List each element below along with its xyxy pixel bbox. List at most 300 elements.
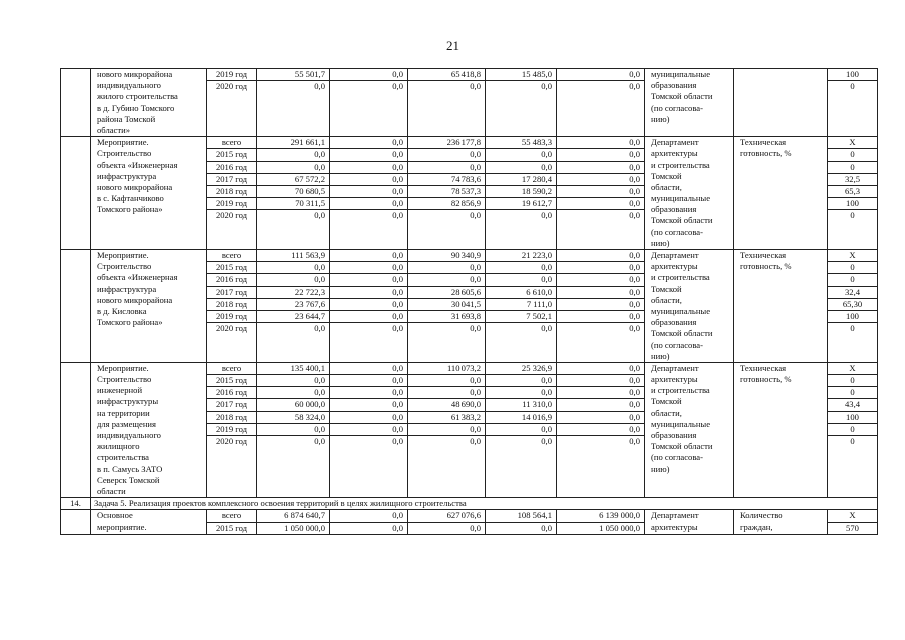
indicator-values-line: X [849, 250, 856, 260]
indicator-name [734, 362, 828, 497]
col-federal [330, 69, 408, 137]
col-federal-line: 0,0 [330, 411, 407, 423]
col-extra-line: 0,0 [557, 423, 644, 435]
col-extra-line: 0,0 [557, 173, 644, 185]
responsible-executor-line: муниципальные [651, 418, 711, 429]
responsible-executor-line: и строительства [651, 272, 710, 283]
col-extra-line: 1 050 000,0 [557, 522, 644, 534]
col-federal-line: 0,0 [330, 80, 407, 92]
col-extra-line: 0,0 [557, 435, 644, 447]
measure-description-line: района Томской [97, 113, 156, 124]
col-regional-line: 48 690,0 [408, 398, 485, 410]
col-total-line: 23 767,6 [257, 298, 329, 310]
col-year-line: 2019 год [215, 69, 248, 79]
measure-description-line: Мероприятие. [97, 250, 149, 260]
col-year-line: всего [221, 362, 242, 373]
indicator-name-line: готовность, % [740, 148, 792, 159]
col-total-line: 0,0 [257, 209, 329, 221]
col-local-line: 6 610,0 [486, 286, 556, 298]
col-total-line: 1 050 000,0 [257, 522, 329, 534]
col-year-line: 2019 год [207, 310, 256, 322]
col-local-line: 14 016,9 [486, 411, 556, 423]
col-federal-line: 0,0 [392, 69, 403, 79]
indicator-values-line: 0 [828, 209, 877, 221]
responsible-executor-line: нию) [651, 463, 670, 474]
responsible-executor-line: нию) [651, 237, 670, 248]
responsible-executor-line: архитектуры [651, 374, 698, 385]
col-federal [330, 362, 408, 497]
indicator-values-line: 0 [828, 423, 877, 435]
col-regional-line: 30 041,5 [408, 298, 485, 310]
col-regional-line: 0,0 [408, 423, 485, 435]
responsible-executor-line: (по согласова- [651, 102, 703, 113]
col-total-line: 70 311,5 [257, 197, 329, 209]
col-year-line: 2018 год [207, 298, 256, 310]
col-total [257, 250, 330, 363]
col-total-line: 6 874 640,7 [284, 510, 325, 521]
page-number: 21 [446, 38, 459, 53]
col-year-line: 2016 год [207, 386, 256, 398]
col-federal-line: 0,0 [330, 261, 407, 273]
col-year-line: 2016 год [207, 273, 256, 285]
col-year [207, 362, 257, 497]
col-federal-line: 0,0 [392, 250, 403, 260]
col-total-line: 0,0 [257, 161, 329, 173]
col-extra-line: 0,0 [557, 161, 644, 173]
responsible-executor-line: области, [651, 181, 682, 192]
col-local-line: 19 612,7 [486, 197, 556, 209]
col-year-line: 2017 год [207, 398, 256, 410]
col-local-line: 0,0 [486, 322, 556, 334]
col-total-line: 0,0 [257, 386, 329, 398]
responsible-executor-line: нию) [651, 350, 670, 361]
col-local-line: 0,0 [486, 209, 556, 221]
col-federal-line: 0,0 [330, 209, 407, 221]
responsible-executor [645, 69, 734, 137]
col-regional-line: 65 418,8 [450, 69, 481, 79]
responsible-executor-line: и строительства [651, 385, 710, 396]
responsible-executor-line: Томской области [651, 441, 713, 452]
col-local-line: 21 223,0 [521, 250, 552, 260]
col-regional [408, 69, 486, 137]
col-total-line: 60 000,0 [257, 398, 329, 410]
measure-description-line: Мероприятие. [97, 362, 149, 373]
col-total-line: 58 324,0 [257, 411, 329, 423]
col-extra-line: 0,0 [557, 411, 644, 423]
col-local-line: 0,0 [486, 374, 556, 386]
measure-description [91, 69, 207, 137]
col-regional-line: 61 383,2 [408, 411, 485, 423]
col-regional-line: 0,0 [408, 386, 485, 398]
col-regional-line: 627 076,6 [446, 510, 481, 521]
measure-description-line: инфраструктура [97, 283, 157, 294]
col-year-line: 2015 год [207, 374, 256, 386]
measure-description-line: Северск Томской [97, 474, 160, 485]
col-year-line: 2019 год [207, 197, 256, 209]
col-extra-line: 0,0 [557, 209, 644, 221]
col-extra [557, 69, 645, 137]
col-local [486, 250, 557, 363]
col-local-line: 11 310,0 [486, 398, 556, 410]
col-extra-line: 0,0 [557, 286, 644, 298]
indicator-name-line: граждан, [740, 521, 773, 532]
col-regional-line: 0,0 [408, 261, 485, 273]
responsible-executor-line: муниципальные [651, 193, 711, 204]
col-local-line: 0,0 [486, 148, 556, 160]
col-local-line: 7 111,0 [486, 298, 556, 310]
col-extra-line: 6 139 000,0 [599, 510, 640, 521]
measure-description-line: объекта «Инженерная [97, 159, 178, 170]
col-federal-line: 0,0 [330, 286, 407, 298]
col-total [257, 69, 330, 137]
responsible-executor [645, 250, 734, 363]
indicator-values-line: 0 [828, 386, 877, 398]
col-total-line: 291 661,1 [290, 137, 325, 148]
col-regional-line: 31 693,8 [408, 310, 485, 322]
col-local [486, 362, 557, 497]
col-extra-line: 0,0 [557, 273, 644, 285]
responsible-executor-line: муниципальные [651, 69, 711, 79]
col-extra-line: 0,0 [629, 137, 640, 148]
indicator-values-line: 100 [846, 69, 859, 79]
col-federal-line: 0,0 [330, 522, 407, 534]
row-number-cell [61, 137, 91, 250]
col-federal-line: 0,0 [330, 185, 407, 197]
col-year-line: всего [221, 250, 242, 260]
col-total [257, 510, 330, 534]
col-total-line: 0,0 [257, 435, 329, 447]
col-federal-line: 0,0 [330, 423, 407, 435]
col-local-line: 25 326,9 [521, 362, 552, 373]
col-extra-line: 0,0 [629, 362, 640, 373]
measure-description-line: индивидуального [97, 80, 161, 91]
measure-description-line: Основное [97, 510, 133, 521]
col-local [486, 510, 557, 534]
measure-description-line: нового микрорайона [97, 69, 173, 79]
row-number-cell [61, 69, 91, 137]
col-regional [408, 510, 486, 534]
col-year-line: 2020 год [207, 322, 256, 334]
responsible-executor [645, 510, 734, 534]
col-federal-line: 0,0 [330, 322, 407, 334]
col-regional-line: 28 605,6 [408, 286, 485, 298]
col-extra-line: 0,0 [629, 250, 640, 260]
indicator-values-line: 570 [828, 522, 877, 534]
table-body [61, 69, 878, 535]
responsible-executor-line: (по согласова- [651, 452, 703, 463]
measure-description-line: жилищного [97, 441, 140, 452]
col-regional-line: 0,0 [408, 322, 485, 334]
col-federal [330, 510, 408, 534]
indicator-values-line: X [849, 362, 856, 373]
col-local-line: 0,0 [486, 522, 556, 534]
measure-description-line: в п. Самусь ЗАТО [97, 463, 163, 474]
col-extra-line: 0,0 [557, 148, 644, 160]
col-total-line: 0,0 [257, 273, 329, 285]
indicator-values-line: 43,4 [828, 398, 877, 410]
measure-description-line: Мероприятие. [97, 137, 149, 148]
indicator-name [734, 250, 828, 363]
col-year [207, 250, 257, 363]
measure-description [91, 510, 207, 534]
indicator-values [828, 69, 878, 137]
table-row [61, 362, 878, 497]
measure-description-line: нового микрорайона [97, 181, 173, 192]
col-federal-line: 0,0 [330, 398, 407, 410]
measure-description-line: области [97, 485, 126, 496]
table-row [61, 137, 878, 250]
col-regional [408, 362, 486, 497]
col-extra-line: 0,0 [557, 185, 644, 197]
col-regional [408, 137, 486, 250]
col-regional-line: 0,0 [408, 209, 485, 221]
measure-description-line: Строительство [97, 261, 152, 272]
col-total-line: 0,0 [257, 80, 329, 92]
measure-description-line: для размещения [97, 418, 156, 429]
col-regional-line: 0,0 [408, 273, 485, 285]
row-number-cell [61, 510, 91, 534]
col-year-line: 2015 год [207, 261, 256, 273]
col-regional-line: 110 073,2 [446, 362, 481, 373]
col-federal-line: 0,0 [330, 310, 407, 322]
measure-description-line: в д. Кисловка [97, 305, 147, 316]
col-local [486, 69, 557, 137]
responsible-executor-line: образования [651, 204, 697, 215]
col-regional-line: 90 340,9 [450, 250, 481, 260]
col-total-line: 111 563,9 [291, 250, 325, 260]
col-total [257, 362, 330, 497]
col-total-line: 0,0 [257, 261, 329, 273]
indicator-values-line: 0 [828, 322, 877, 334]
indicator-values-line: 100 [828, 197, 877, 209]
measure-description-line: Строительство [97, 374, 152, 385]
indicator-name-line: Техническая [740, 362, 787, 373]
measure-description-line: Томского района» [97, 204, 163, 215]
col-local-line: 7 502,1 [486, 310, 556, 322]
col-extra [557, 137, 645, 250]
indicator-values-line: 32,4 [828, 286, 877, 298]
col-year-line: всего [221, 137, 242, 148]
col-total-line: 23 644,7 [257, 310, 329, 322]
indicator-values-line: X [849, 510, 856, 521]
measure-description-line: нового микрорайона [97, 294, 173, 305]
indicator-name-line: готовность, % [740, 374, 792, 385]
indicator-values-line: 0 [828, 80, 877, 92]
col-year-line: всего [221, 510, 242, 521]
col-extra-line: 0,0 [557, 298, 644, 310]
col-local [486, 137, 557, 250]
responsible-executor-line: образования [651, 430, 697, 440]
col-extra-line: 0,0 [557, 322, 644, 334]
indicator-values-line: 65,3 [828, 185, 877, 197]
indicator-values [828, 137, 878, 250]
responsible-executor-line: Томской области [651, 215, 713, 226]
col-federal [330, 137, 408, 250]
indicator-values-line: 0 [828, 261, 877, 273]
indicator-name-line: Техническая [740, 250, 787, 260]
responsible-executor-line: (по согласова- [651, 226, 703, 237]
col-federal-line: 0,0 [330, 173, 407, 185]
col-local-line: 0,0 [486, 161, 556, 173]
responsible-executor-line: Томской области [651, 91, 713, 102]
table-row [61, 510, 878, 534]
indicator-values-line: 0 [828, 148, 877, 160]
col-local-line: 0,0 [486, 386, 556, 398]
responsible-executor-line: Департамент [651, 362, 699, 373]
col-total-line: 22 722,3 [257, 286, 329, 298]
col-extra-line: 0,0 [629, 69, 640, 79]
col-regional-line: 0,0 [408, 435, 485, 447]
responsible-executor-line: образования [651, 80, 697, 91]
measure-description-line: Томского района» [97, 317, 163, 328]
col-year [207, 69, 257, 137]
indicator-values-line: 0 [828, 161, 877, 173]
indicator-name [734, 69, 828, 137]
responsible-executor-line: Томской [651, 396, 682, 407]
col-year-line: 2016 год [207, 161, 256, 173]
col-total-line: 0,0 [257, 374, 329, 386]
col-extra-line: 0,0 [557, 374, 644, 386]
responsible-executor-line: муниципальные [651, 305, 711, 316]
indicator-values-line: 32,5 [828, 173, 877, 185]
measure-description-line: мероприятие. [97, 521, 147, 532]
col-total-line: 55 501,7 [294, 69, 325, 79]
indicator-name-line: Количество [740, 510, 783, 521]
col-regional [408, 250, 486, 363]
indicator-values-line: 100 [828, 411, 877, 423]
measure-description-line: в с. Кафтанчиково [97, 193, 164, 204]
col-extra-line: 0,0 [557, 398, 644, 410]
col-extra-line: 0,0 [557, 261, 644, 273]
col-local-line: 18 590,2 [486, 185, 556, 197]
col-year-line: 2018 год [207, 411, 256, 423]
measure-description-line: жилого строительства [97, 91, 178, 102]
responsible-executor-line: и строительства [651, 159, 710, 170]
col-year [207, 510, 257, 534]
col-total-line: 0,0 [257, 148, 329, 160]
col-federal-line: 0,0 [330, 374, 407, 386]
indicator-values-line: X [849, 137, 856, 148]
col-federal-line: 0,0 [392, 362, 403, 373]
col-local-line: 0,0 [486, 80, 556, 92]
responsible-executor [645, 137, 734, 250]
col-year-line: 2017 год [207, 173, 256, 185]
col-total-line: 0,0 [257, 423, 329, 435]
col-year-line: 2015 год [207, 148, 256, 160]
responsible-executor-line: Томской [651, 170, 682, 181]
responsible-executor-line: образования [651, 317, 697, 328]
measure-description-line: инженерной [97, 385, 143, 396]
table-row [61, 69, 878, 137]
col-regional-line: 0,0 [408, 522, 485, 534]
col-year-line: 2020 год [207, 80, 256, 92]
measure-description [91, 137, 207, 250]
col-total-line: 70 680,5 [257, 185, 329, 197]
task-number-cell: 14. [61, 498, 91, 510]
col-total [257, 137, 330, 250]
col-year-line: 2019 год [207, 423, 256, 435]
col-federal-line: 0,0 [330, 273, 407, 285]
col-regional-line: 0,0 [408, 161, 485, 173]
col-year-line: 2020 год [207, 435, 256, 447]
col-federal-line: 0,0 [330, 435, 407, 447]
indicator-values [828, 250, 878, 363]
indicator-values-line: 65,30 [828, 298, 877, 310]
col-year [207, 137, 257, 250]
col-federal-line: 0,0 [330, 148, 407, 160]
row-number-cell [61, 250, 91, 363]
indicator-values-line: 0 [828, 273, 877, 285]
col-federal-line: 0,0 [330, 161, 407, 173]
col-regional-line: 82 856,9 [408, 197, 485, 209]
col-extra-line: 0,0 [557, 80, 644, 92]
measure-description-line: Строительство [97, 148, 152, 159]
indicator-name [734, 137, 828, 250]
responsible-executor [645, 362, 734, 497]
col-year-line: 2017 год [207, 286, 256, 298]
col-federal-line: 0,0 [330, 298, 407, 310]
col-regional-line: 236 177,8 [446, 137, 481, 148]
col-total-line: 135 400,1 [290, 362, 325, 373]
responsible-executor-line: Томской области [651, 328, 713, 339]
indicator-name-line: готовность, % [740, 261, 792, 272]
measure-description [91, 362, 207, 497]
col-total-line: 67 572,2 [257, 173, 329, 185]
col-extra-line: 0,0 [557, 197, 644, 209]
indicator-name [734, 510, 828, 534]
measure-description-line: объекта «Инженерная [97, 272, 178, 283]
col-extra [557, 362, 645, 497]
measure-description-line: в д. Губино Томского [97, 102, 175, 113]
col-federal-line: 0,0 [330, 197, 407, 209]
measure-description-line: на территории [97, 407, 150, 418]
col-local-line: 0,0 [486, 423, 556, 435]
col-regional-line: 78 537,3 [408, 185, 485, 197]
measure-description-line: индивидуального [97, 430, 161, 440]
col-local-line: 15 485,0 [521, 69, 552, 79]
col-year-line: 2020 год [207, 209, 256, 221]
measure-description-line: строительства [97, 452, 149, 463]
responsible-executor-line: архитектуры [651, 521, 698, 532]
col-total-line: 0,0 [257, 322, 329, 334]
col-extra [557, 250, 645, 363]
col-federal-line: 0,0 [392, 137, 403, 148]
measure-description-line: области» [97, 124, 131, 135]
col-extra-line: 0,0 [557, 386, 644, 398]
responsible-executor-line: области, [651, 294, 682, 305]
col-local-line: 17 280,4 [486, 173, 556, 185]
responsible-executor-line: архитектуры [651, 261, 698, 272]
col-regional-line: 0,0 [408, 80, 485, 92]
indicator-values-line: 0 [828, 435, 877, 447]
col-year-line: 2018 год [207, 185, 256, 197]
indicator-values [828, 510, 878, 534]
responsible-executor-line: (по согласова- [651, 339, 703, 350]
task-row [61, 498, 878, 510]
col-local-line: 0,0 [486, 435, 556, 447]
col-federal [330, 250, 408, 363]
indicator-values-line: 0 [828, 374, 877, 386]
col-year-line: 2015 год [207, 522, 256, 534]
col-federal-line: 0,0 [330, 386, 407, 398]
col-local-line: 108 564,1 [517, 510, 552, 521]
col-regional-line: 74 783,6 [408, 173, 485, 185]
col-federal-line: 0,0 [392, 510, 403, 521]
row-number-cell [61, 362, 91, 497]
responsible-executor-line: Томской [651, 283, 682, 294]
responsible-executor-line: Департамент [651, 250, 699, 260]
indicator-values-line: 100 [828, 310, 877, 322]
